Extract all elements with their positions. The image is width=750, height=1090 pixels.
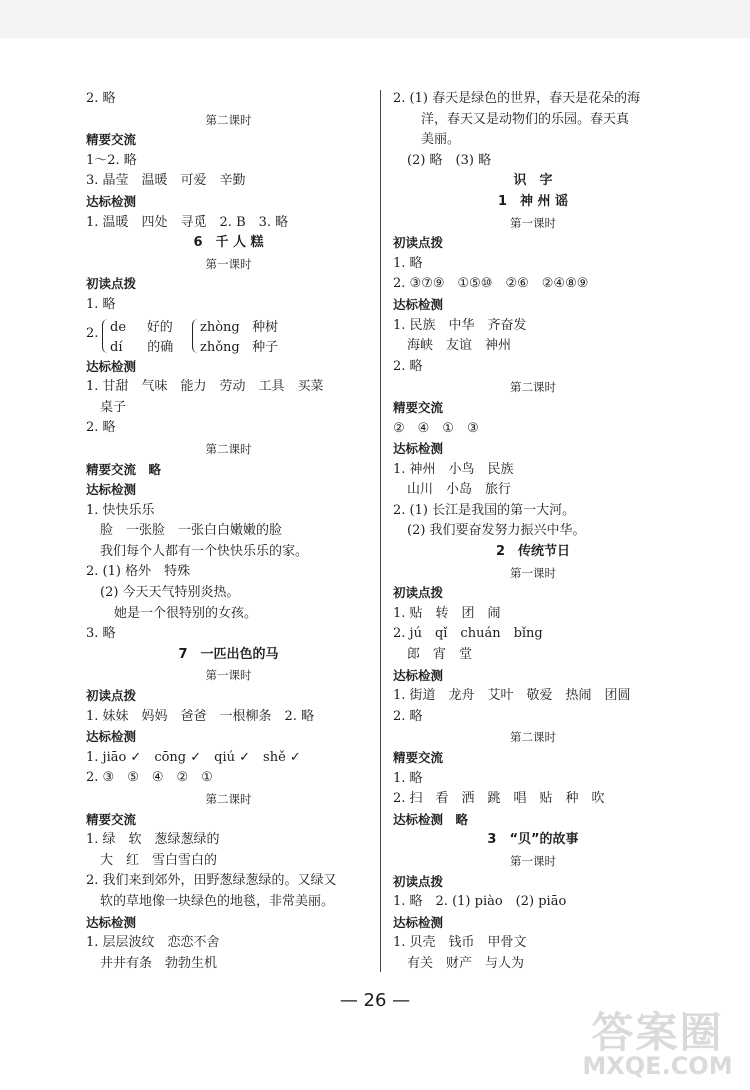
lesson-title: 6 千 人 糕 (193, 235, 264, 251)
pinyin: zhǒng (200, 339, 240, 355)
answer-line: 2. 略 (86, 91, 116, 106)
lesson-period: 第二课时 (205, 792, 252, 806)
pinyin: de (110, 319, 127, 335)
unit-title: 识 字 (513, 173, 553, 189)
lesson-period: 第一课时 (510, 853, 556, 868)
pinyin-pair (200, 316, 278, 335)
section-heading: 达标检测 (86, 729, 137, 745)
section-heading: 精要交流 (393, 750, 444, 765)
answer-line: 她是一个很特别的女孩。 (114, 605, 258, 621)
answer-line: 2. 略 (393, 708, 423, 724)
watermark-text: 答案圈 (591, 1008, 724, 1057)
section-heading: 达标检测 (393, 296, 444, 312)
section-heading: 初读点拨 (86, 688, 137, 704)
left-column (86, 89, 371, 974)
answer-line: 2. jú qǐ chuán bǐng (393, 626, 543, 642)
answer-line: 郎 宵 堂 (407, 647, 473, 663)
lesson-period: 第二课时 (205, 441, 252, 456)
lesson-title: 2 传统节日 (495, 544, 571, 560)
word: 的确 (147, 339, 174, 355)
answer-line: 2. (1) 长江是我国的第一大河。 (393, 502, 576, 518)
section-heading: 达标检测 (86, 482, 137, 498)
answer-line: 井井有条 勃勃生机 (100, 955, 218, 971)
lesson-period: 第二课时 (510, 730, 556, 745)
pinyin: zhòng (200, 319, 240, 335)
answer-line: 1. 略 (393, 770, 423, 786)
top-band (0, 0, 750, 38)
word: 种树 (252, 319, 279, 335)
lesson-period: 第一课时 (205, 256, 252, 271)
answer-line: 2. ③ ⑤ ④ ② ① (86, 770, 213, 786)
section-heading: 精要交流 (86, 811, 137, 827)
answer-line: 1. 层层波纹 恋恋不舍 (86, 935, 220, 951)
pinyin-pair (200, 336, 278, 355)
answer-line: 美丽。 (421, 132, 461, 148)
section-heading: 初读点拨 (393, 873, 444, 889)
lesson-period: 第一课时 (205, 668, 252, 683)
answer-line: 我们每个人都有一个快快乐乐的家。 (100, 543, 309, 559)
section-heading: 初读点拨 (393, 235, 444, 251)
answer-line: 海峡 友谊 神州 (407, 338, 512, 354)
section-heading: 达标检测 (86, 358, 137, 374)
answer-line: (2) 略 (3) 略 (407, 152, 492, 168)
question-number: 2. (86, 325, 99, 341)
answer-line: 1. 民族 中华 齐奋发 (393, 317, 527, 333)
answer-line: (2) 今天天气特别炎热。 (100, 585, 240, 601)
lesson-period: 第二课时 (205, 112, 252, 127)
answer-line: 2. (1) 格外 特殊 (86, 564, 191, 580)
answer-line: 2. 略 (86, 420, 116, 436)
pinyin-pair (110, 336, 173, 355)
answer-line: ② ④ ① ③ (393, 420, 479, 436)
section-heading: 达标检测 (393, 667, 444, 683)
answer-line: 软的草地像一块绿色的地毯，非常美丽。 (100, 893, 335, 909)
answer-line: 3. 晶莹 温暖 可爱 辛勤 (86, 173, 246, 189)
answer-line: (2) 我们要奋发努力振兴中华。 (407, 523, 586, 539)
answer-line: 1. 略 (86, 296, 116, 312)
section-heading: 初读点拨 (393, 585, 444, 601)
answer-line: 1. jiāo ✓ cōng ✓ qiú ✓ shě ✓ (86, 749, 301, 765)
answer-line: 1. 略 2. (1) piào (2) piāo (393, 894, 567, 910)
watermark-url: MXQE.COM (582, 1052, 733, 1080)
section-heading: 初读点拨 (86, 276, 137, 292)
lesson-period: 第一课时 (510, 565, 556, 580)
answer-line: 1. 街道 龙舟 艾叶 敬爱 热闹 团圆 (393, 688, 631, 704)
lesson-title: 7 一匹出色的马 (178, 646, 279, 662)
answer-line: 2. (1) 春天是绿色的世界，春天是花朵的海 (393, 91, 641, 106)
section-heading: 达标检测 (393, 914, 444, 930)
answer-line: 1. 温暖 四处 寻觅 2. B 3. 略 (86, 214, 289, 230)
section-heading: 达标检测 (86, 914, 137, 930)
lesson-period: 第一课时 (510, 215, 556, 230)
answer-line: 有关 财产 与人为 (407, 955, 525, 971)
pinyin-pair (110, 316, 173, 335)
answer-line: 1～2. 略 (86, 152, 137, 168)
answer-line: 2. ③⑦⑨ ①⑤⑩ ②⑥ ②④⑧⑨ (393, 276, 589, 292)
section-heading: 达标检测 (393, 441, 444, 457)
lesson-period: 第二课时 (510, 380, 556, 395)
section-heading: 达标检测 (86, 193, 137, 209)
answer-line: 脸 一张脸 一张白白嫩嫩的脸 (100, 523, 283, 539)
answer-line: 3. 略 (86, 626, 116, 642)
answer-line: 桌子 (100, 399, 127, 415)
pinyin: dí (110, 339, 123, 355)
column-divider (380, 90, 381, 972)
lesson-title: 3 “贝”的故事 (487, 832, 579, 848)
section-heading: 精要交流 (86, 132, 137, 148)
answer-line: 山川 小岛 旅行 (407, 482, 512, 498)
section-heading: 精要交流 略 (86, 461, 162, 477)
lesson-title: 1 神 州 谣 (497, 193, 569, 209)
section-heading: 达标检测 略 (393, 811, 469, 827)
answer-line: 2. 扫 看 洒 跳 唱 贴 种 吹 (393, 791, 605, 807)
word: 好的 (146, 319, 173, 335)
answer-line: 大 红 雪白雪白的 (100, 852, 218, 868)
answer-line: 1. 甘甜 气味 能力 劳动 工具 买菜 (86, 379, 324, 395)
answer-line: 2. 略 (393, 358, 423, 374)
answer-line: 1. 略 (393, 255, 423, 271)
answer-line: 2. 我们来到郊外，田野葱绿葱绿的。又绿又 (86, 873, 337, 889)
page-number: — 26 — (339, 990, 411, 1011)
answer-line: 1. 快快乐乐 (86, 502, 155, 518)
answer-line: 1. 贝壳 钱币 甲骨文 (393, 935, 527, 951)
answer-line: 1. 神州 小鸟 民族 (393, 461, 514, 477)
answer-line: 1. 妹妹 妈妈 爸爸 一根柳条 2. 略 (86, 708, 315, 724)
pinyin-brace-group (86, 316, 371, 357)
watermark-logo (575, 1000, 740, 1085)
answer-line: 洋，春天又是动物们的乐园。春天真 (421, 111, 630, 127)
answer-line: 1. 绿 软 葱绿葱绿的 (86, 832, 220, 848)
answer-line: 1. 贴 转 团 闹 (393, 605, 501, 621)
word: 种子 (252, 339, 279, 355)
section-heading: 精要交流 (393, 399, 444, 415)
right-column (393, 89, 673, 975)
